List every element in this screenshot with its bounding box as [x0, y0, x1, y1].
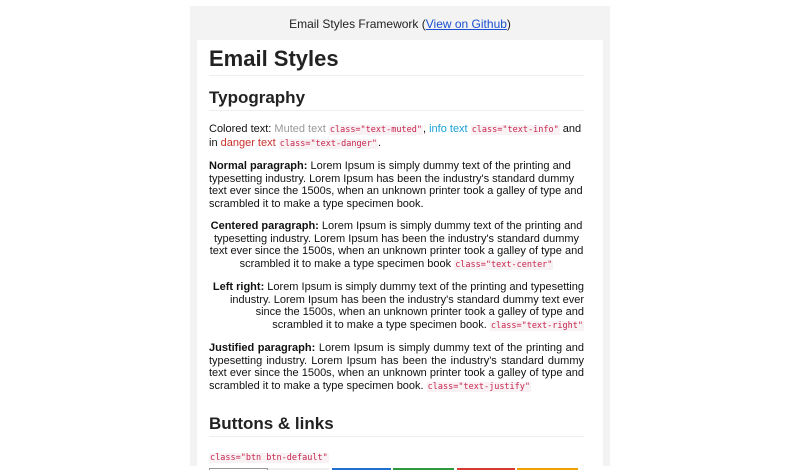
btn-class-line: [209, 450, 584, 464]
colored-sep: ,: [422, 123, 430, 135]
colored-label: Colored text:: [209, 123, 275, 135]
normal-paragraph: [209, 160, 584, 210]
justified-paragraph-text: Lorem Ipsum is simply dummy text of the printing and typesetting industry. Lorem Ipsum has been the industry's standard dummy text ever since the 1500s, when an unknown printer took a galley of type and scrambled it to make a type specimen book.: [209, 342, 584, 392]
right-paragraph: [209, 281, 584, 332]
buttons-heading: Buttons & links: [209, 413, 584, 437]
right-paragraph-text: Lorem Ipsum is simply dummy text of the printing and typesetting industry. Lorem Ipsum has been the industry's standard dummy text ever since the 1500s, when an unknown printer took a galley of type and scrambled it to make a type specimen book.: [229, 281, 584, 331]
info-text: info text: [429, 123, 468, 135]
danger-text: danger text: [220, 136, 276, 149]
justify-class-code: class="text-justify": [427, 381, 531, 392]
header-title-prefix: Email Styles Framework (: [289, 17, 426, 31]
colored-text-paragraph: [209, 123, 584, 150]
colored-end: .: [377, 136, 382, 149]
center-class-code: class="text-center": [455, 259, 553, 270]
right-class-code: class="text-right": [490, 320, 583, 331]
colored-and-in: and in: [209, 123, 582, 149]
centered-paragraph: [209, 220, 584, 271]
danger-class-code: class="text-danger": [279, 138, 377, 149]
muted-text: Muted text: [274, 123, 326, 135]
centered-paragraph-text: Lorem Ipsum is simply dummy text of the printing and typesetting industry. Lorem Ipsum has been the industry's standard dummy text ever since the 1500s, when an unknown printer took a galley of type and scrambled it to make a type specimen book: [209, 220, 584, 270]
framework-header: [190, 6, 610, 40]
typography-heading: Typography: [209, 87, 584, 111]
centered-paragraph-label: Centered paragraph:: [210, 220, 319, 232]
btn-default-class-code: class="btn btn-default": [210, 453, 328, 463]
normal-paragraph-text: Lorem Ipsum is simply dummy text of the printing and typesetting industry. Lorem Ipsum has been the industry's standard dummy text ever since the 1500s, when an unknown printer took a galley of type and scrambled it to make a type specimen book.: [209, 160, 583, 210]
content-panel: [197, 40, 603, 470]
justified-paragraph-label: Justified paragraph:: [209, 342, 316, 354]
normal-paragraph-label: Normal paragraph:: [209, 160, 308, 172]
page-title: Email Styles: [209, 46, 584, 76]
justified-paragraph: [209, 342, 584, 393]
github-link[interactable]: View on Github: [425, 17, 507, 31]
header-title-suffix: ): [506, 17, 511, 31]
info-class-code: class="text-info": [471, 125, 559, 135]
right-paragraph-label: Left right:: [212, 281, 265, 293]
page-wrapper: [190, 6, 610, 466]
muted-class-code: class="text-muted": [329, 125, 422, 135]
